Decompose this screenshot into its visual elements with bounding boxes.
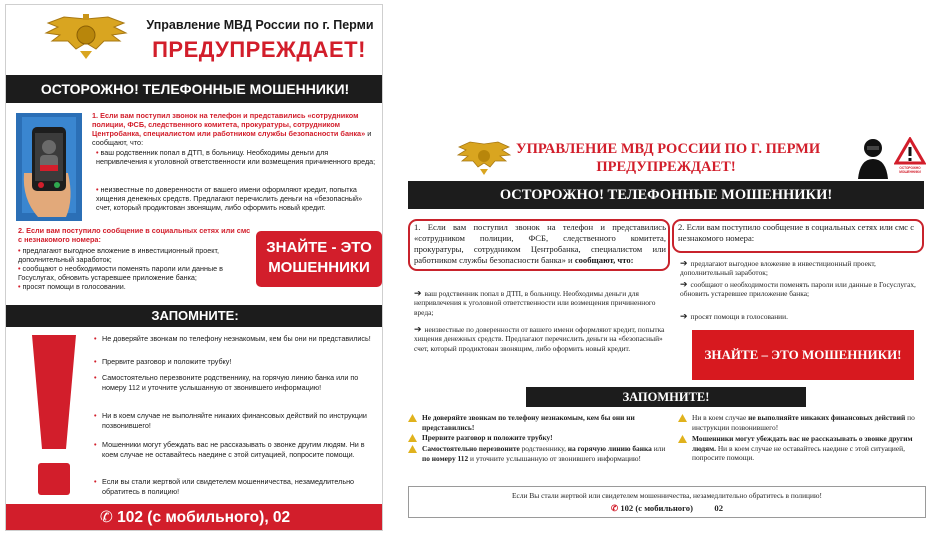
remember-item-text: по инструкции позвонившего! xyxy=(692,413,915,432)
list-item-text: предлагают выгодное вложение в инвестиционный проект, дополнительный заработок; xyxy=(680,259,876,278)
point-2-heading: 2. Если вам поступило сообщение в социальных сетях или смс с незнакомого номера: xyxy=(678,222,915,243)
hacker-icon xyxy=(856,137,890,179)
remember-item xyxy=(408,444,670,463)
list-item-text: просят помощи в голосовании. xyxy=(690,312,788,321)
list-item: • неизвестные по доверенности от вашего имени оформляют кредит, попытка хищения денежных средств. Предлагают перечислить деньги на «безопасный» счет, который продиктован звонящим, либо оформить новый кредит. xyxy=(96,185,363,212)
remember-item xyxy=(408,413,670,432)
arrow-icon: ➔ xyxy=(680,311,688,321)
poster-left xyxy=(5,4,383,531)
exclamation-icon xyxy=(24,331,84,501)
hotline-number xyxy=(410,503,924,514)
remember-item-text: родственнику, xyxy=(519,444,568,453)
police-emblem-icon xyxy=(456,139,512,177)
list-item-text: ваш родственник попал в ДТП, в больницу. Необходимы деньги для непривлечения к уголовной ответственности или возмещения причиненного вреда; xyxy=(96,148,376,166)
list-item-text: неизвестные по доверенности от вашего имени оформляют кредит, попытка хищения денежных средств. Предлагают перечислить деньги на «безопасный» счет, который продиктован звонящим, либо оформить новый кредит. xyxy=(96,185,363,212)
remember-item-text: Не доверяйте звонкам по телефону незнакомым, кем бы они ни представились! xyxy=(422,413,635,432)
remember-item-text: не выполняйте никаких финансовых действий xyxy=(748,413,906,422)
remember-item-text: Мошенники могут убеждать вас не рассказывать о звонке другим людям. xyxy=(692,434,913,453)
phone-icon: ✆ xyxy=(610,503,619,513)
list-item-text: сообщают о необходимости поменять пароли или данные в Госуслугах, обновить устаревшее приложение банка; xyxy=(18,264,223,282)
arrow-icon: ➔ xyxy=(414,324,422,334)
main-banner: ОСТОРОЖНО! ТЕЛЕФОННЫЕ МОШЕННИКИ! xyxy=(408,181,924,209)
point-1-heading xyxy=(414,222,666,266)
list-item-text: ваш родственник попал в ДТП, в больницу. Необходимы деньги для непривлечения к уголовной ответственности или возмещения причиненного вреда; xyxy=(414,289,656,317)
arrow-icon: ➔ xyxy=(680,258,688,268)
remember-banner: ЗАПОМНИТЕ: xyxy=(6,305,383,327)
remember-item: • Самостоятельно перезвоните родственнику, на горячую линию банка или по номеру 112 и уточните услышанную от звонившего информацию! xyxy=(94,373,378,392)
main-banner: ОСТОРОЖНО! ТЕЛЕФОННЫЕ МОШЕННИКИ! xyxy=(6,75,383,103)
warning-triangle-icon xyxy=(408,414,417,422)
warning-triangle-icon xyxy=(408,445,417,453)
remember-item: • Ни в коем случае не выполняйте никаких финансовых действий по инструкции позвонившего! xyxy=(94,411,378,430)
warning-triangle-icon xyxy=(408,434,417,442)
remember-item: • Если вы стали жертвой или свидетелем мошенничества, незамедлительно обратитесь в полицию! xyxy=(94,477,378,496)
remember-item-text: или xyxy=(651,444,666,453)
list-item-text: предлагают выгодное вложение в инвестиционный проект, дополнительный заработок; xyxy=(18,246,219,264)
remember-item-text: Самостоятельно перезвоните xyxy=(422,444,520,453)
remember-item xyxy=(678,413,924,432)
list-item xyxy=(414,289,670,317)
remember-item: • Мошенники могут убеждать вас не рассказывать о звонке другим людям. Ни в коем случае не оставайтесь наедине с этой ситуацией, попросите помощи. xyxy=(94,440,378,459)
list-item: • просят помощи в голосовании. xyxy=(18,282,126,291)
hotline-number: 102 (с мобильного), 02 xyxy=(117,509,291,526)
hotline-number-text: 102 (с мобильного) 02 xyxy=(620,503,724,513)
list-item-text: неизвестные по доверенности от вашего имени оформляют кредит, попытка хищения денежных средств. Предлагают перечислить деньги на «безопасный» счет, который продиктован звонящим, либо оформить новый кредит. xyxy=(414,325,665,353)
arrow-icon: ➔ xyxy=(680,279,688,289)
remember-item xyxy=(678,434,924,463)
point-2-heading: 2. Если вам поступило сообщение в социальных сетях или смс с незнакомого номера: xyxy=(18,226,251,244)
list-item: • сообщают о необходимости поменять пароли или данные в Госуслугах, обновить устаревшее приложение банка; xyxy=(18,264,223,282)
remember-item xyxy=(408,433,670,443)
scam-warning-box: ЗНАЙТЕ – ЭТО МОШЕННИКИ! xyxy=(692,330,914,380)
remember-item-text: Прервите разговор и положите трубку! xyxy=(422,433,553,442)
phone-icon: ✆ xyxy=(99,509,113,526)
remember-item-text: Ни в коем случае не оставайтесь наедине с этой ситуацией, попросите помощи. xyxy=(692,443,905,463)
arrow-icon: ➔ xyxy=(414,288,422,298)
remember-item: • Прервите разговор и положите трубку! xyxy=(94,357,378,367)
remember-banner: ЗАПОМНИТЕ! xyxy=(526,387,806,407)
warning-triangle-icon xyxy=(678,435,687,443)
scam-warning-box: ЗНАЙТЕ - ЭТО МОШЕННИКИ xyxy=(256,231,382,287)
remember-item-text: на горячую линию банка xyxy=(567,444,652,453)
warning-sign-icon xyxy=(894,137,926,175)
police-emblem-icon xyxy=(44,13,128,61)
org-title: УПРАВЛЕНИЕ МВД РОССИИ ПО Г. ПЕРМИ xyxy=(516,141,821,157)
phone-scam-icon xyxy=(16,113,82,221)
list-item xyxy=(680,280,924,299)
list-item xyxy=(680,312,924,321)
poster-right xyxy=(400,131,930,519)
remember-item-text: по номеру 112 xyxy=(422,453,469,463)
org-title: Управление МВД России по г. Перми xyxy=(146,18,374,32)
warning-triangle-icon xyxy=(678,414,687,422)
list-item xyxy=(680,259,924,278)
remember-item-text: Ни в коем случае xyxy=(692,413,749,422)
remember-item: • Не доверяйте звонкам по телефону незнакомым, кем бы они ни представились! xyxy=(94,334,378,344)
remember-item-text: и уточните услышанную от звонившего информацию! xyxy=(468,453,641,463)
hotline-footer xyxy=(6,504,383,531)
point-1-text: 1. Если вам поступил звонок на телефон и представились «сотрудником полиции, ФСБ, следственного комитета, прокуратуры, сотрудником Центробанка, специалистом или работником службы безопасности банка» и xyxy=(414,222,666,265)
list-item xyxy=(414,325,670,353)
footer-note: Если Вы стали жертвой или свидетелем мошенничества, незамедлительно обратитесь в полицию! xyxy=(512,491,822,500)
list-item: • предлагают выгодное вложение в инвестиционный проект, дополнительный заработок; xyxy=(18,246,219,264)
point-1-heading-tail: и сообщают, что: xyxy=(92,129,372,147)
warns-heading: ПРЕДУПРЕЖДАЕТ! xyxy=(596,159,736,175)
warning-sign-label: ОСТОРОЖНО МОШЕННИКИ xyxy=(899,166,921,174)
list-item-text: просят помощи в голосовании. xyxy=(22,282,126,291)
point-1-tail: сообщают, что: xyxy=(574,255,634,265)
list-item: • ваш родственник попал в ДТП, в больницу. Необходимы деньги для непривлечения к уголовной ответственности или возмещения причиненного вреда; xyxy=(96,148,376,166)
point-1-heading xyxy=(92,111,378,147)
point-1-heading-main: 1. Если вам поступил звонок на телефон и представились «сотрудником полиции, ФСБ, следственного комитета, прокуратуры, сотрудником Центробанка, специалистом или работником службы безопасности банка» xyxy=(92,111,366,138)
warns-heading: ПРЕДУПРЕЖДАЕТ! xyxy=(152,37,366,62)
list-item-text: сообщают о необходимости поменять пароли или данные в Госуслугах, обновить устаревшее приложение банка; xyxy=(680,280,916,299)
